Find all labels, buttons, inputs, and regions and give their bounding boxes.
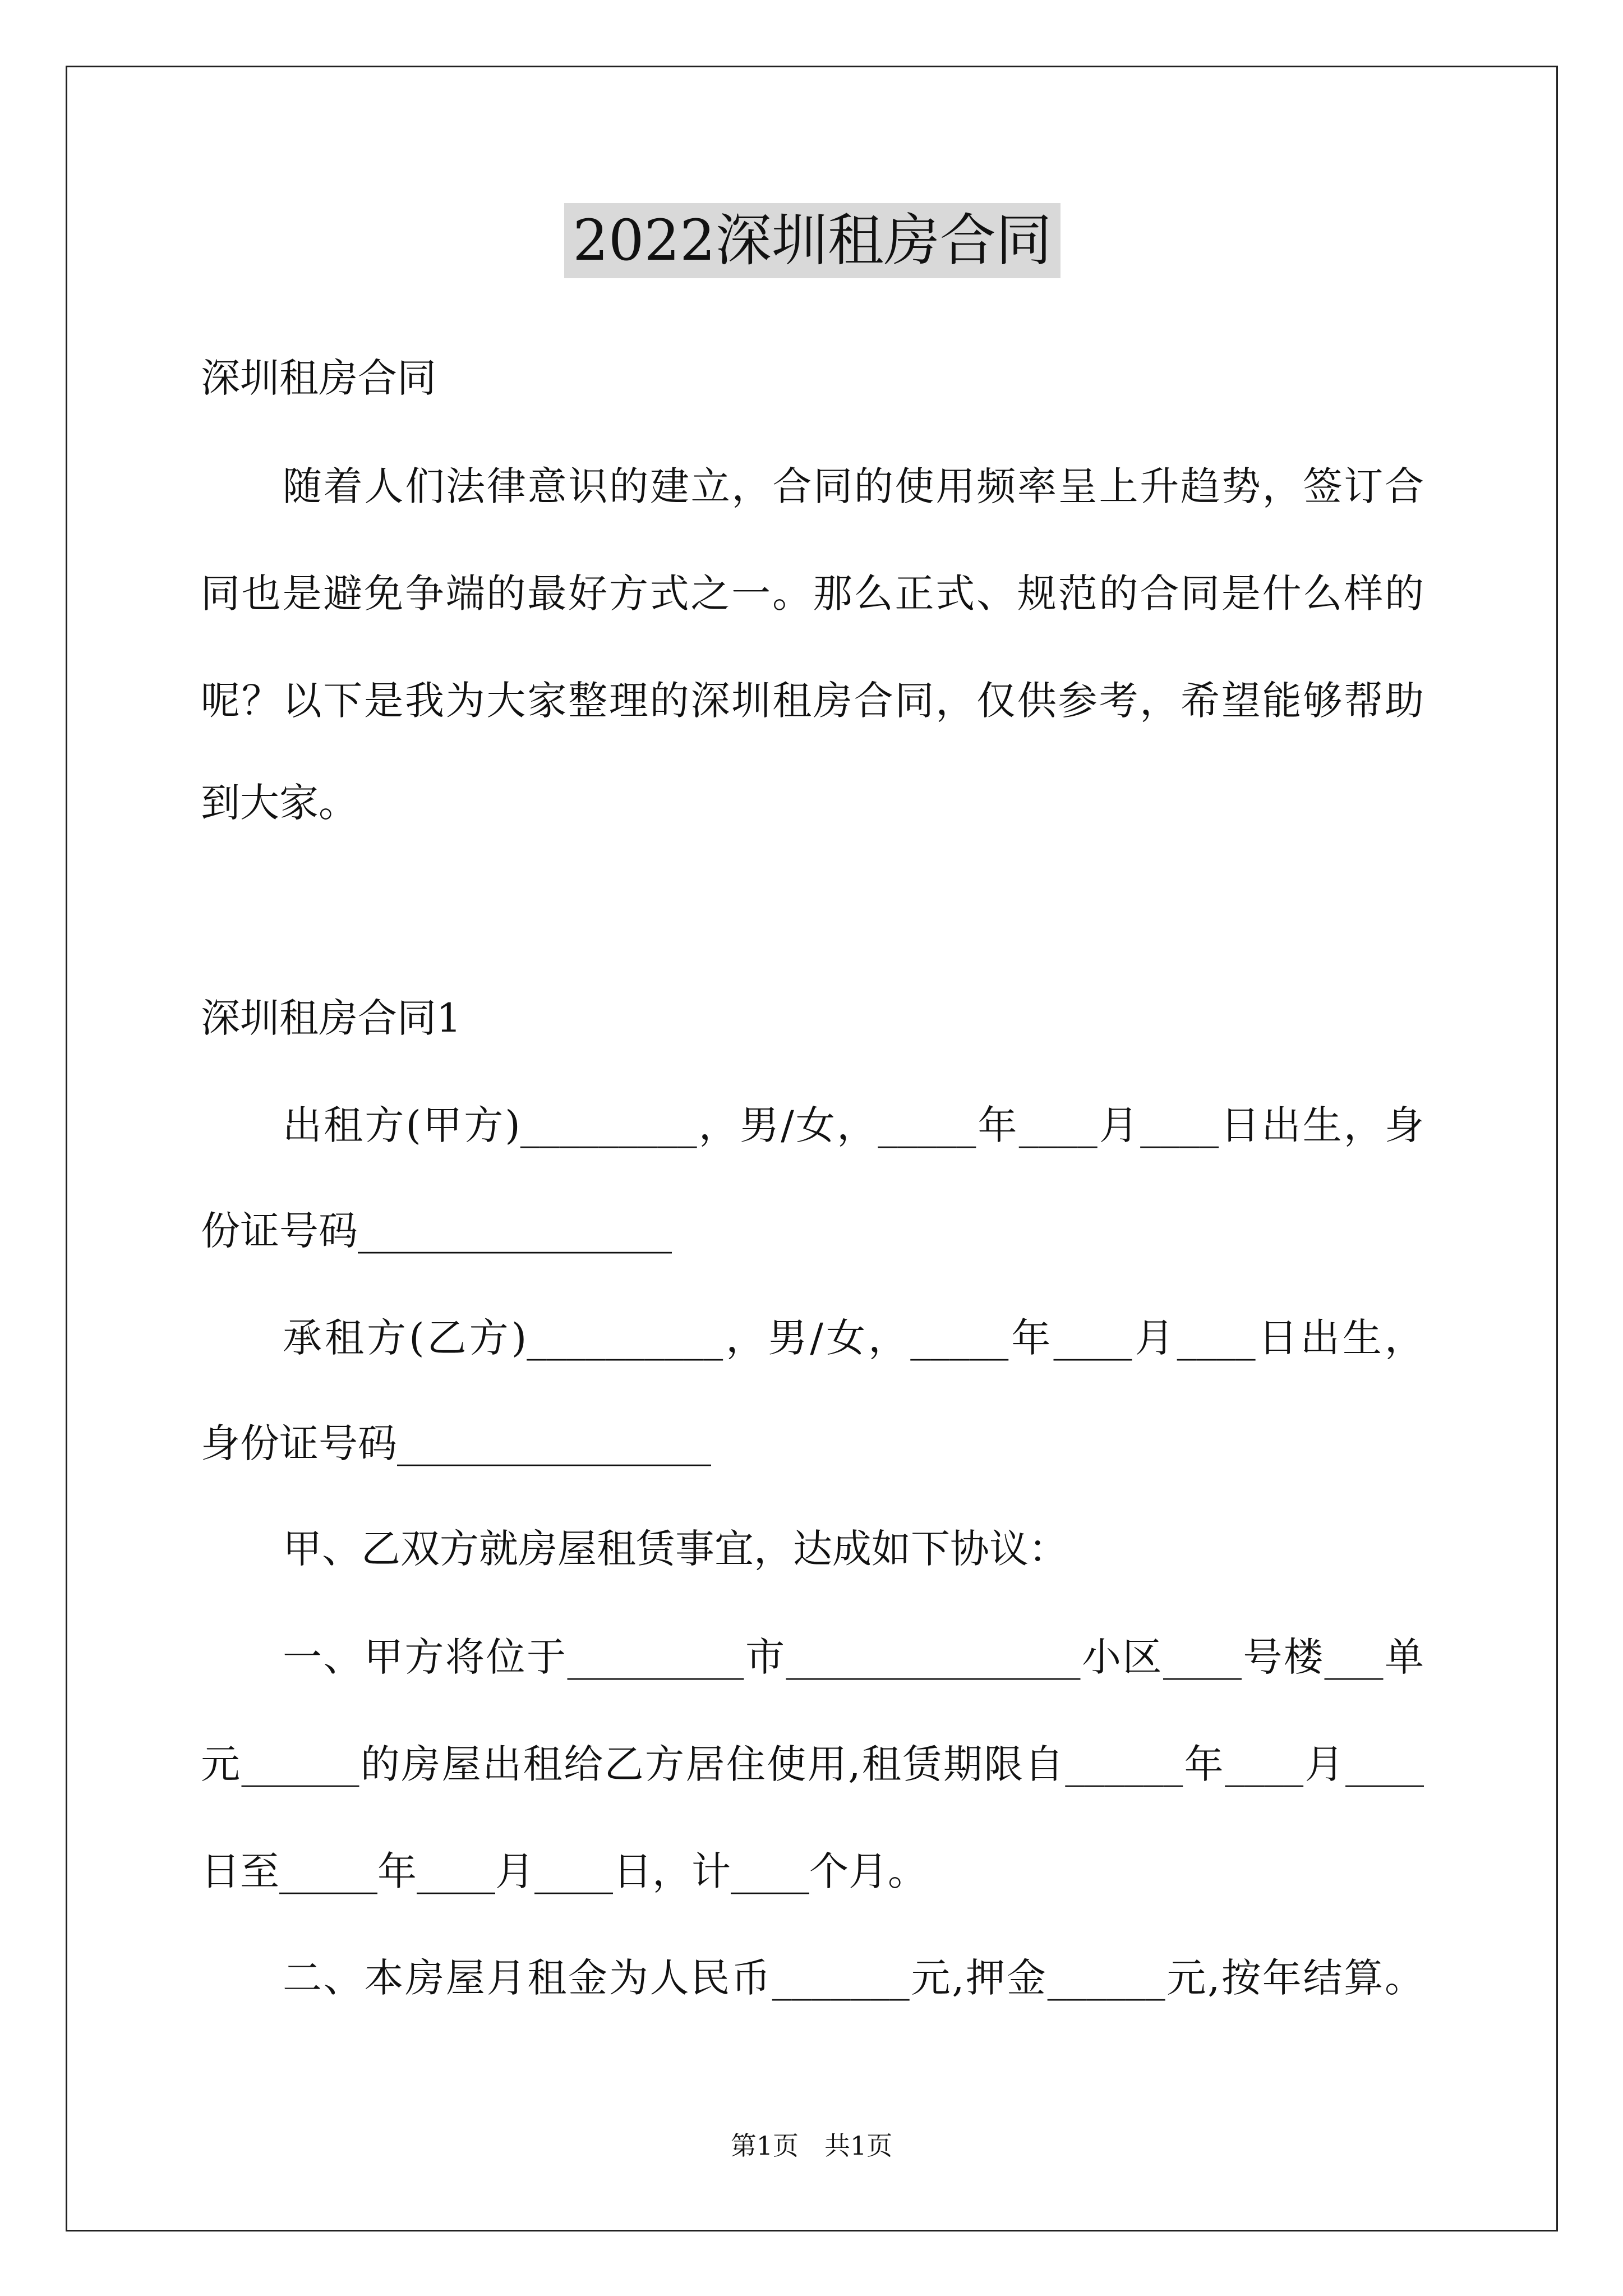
body-line: 日至_____年____月____日，计____个月。 (201, 1848, 927, 1894)
body-line: 二、本房屋月租金为人民币_______元,押金______元,按年结算。 (283, 1955, 1424, 2001)
body-line: 承租方(乙方)__________，男/女，_____年____月____日出生， (283, 1315, 1424, 1361)
intro-line: 到大家。 (201, 780, 358, 826)
body-line: 份证号码________________ (201, 1208, 672, 1254)
body-line: 元______的房屋出租给乙方居住使用,租赁期限自______年____月____ (201, 1741, 1424, 1787)
intro-line: 呢？以下是我为大家整理的深圳租房合同，仅供参考，希望能够帮助 (201, 678, 1424, 724)
body-line: 出租方(甲方)_________，男/女，_____年____月____日出生，身 (283, 1102, 1424, 1148)
page-number-footer: 第1页 共1页 (730, 2131, 893, 2161)
body-line: 甲、乙双方就房屋租赁事宜，达成如下协议： (283, 1526, 1068, 1572)
body-line: 一、甲方将位于_________市_______________小区____号楼___单 (283, 1634, 1424, 1680)
section-heading: 深圳租房合同1 (201, 995, 462, 1041)
body-line: 身份证号码________________ (201, 1420, 711, 1466)
subtitle: 深圳租房合同 (201, 355, 436, 401)
intro-line: 同也是避免争端的最好方式之一。那么正式、规范的合同是什么样的 (201, 570, 1424, 616)
document-title: 2022深圳租房合同 (564, 203, 1061, 278)
intro-line: 随着人们法律意识的建立，合同的使用频率呈上升趋势，签订合 (283, 463, 1424, 509)
